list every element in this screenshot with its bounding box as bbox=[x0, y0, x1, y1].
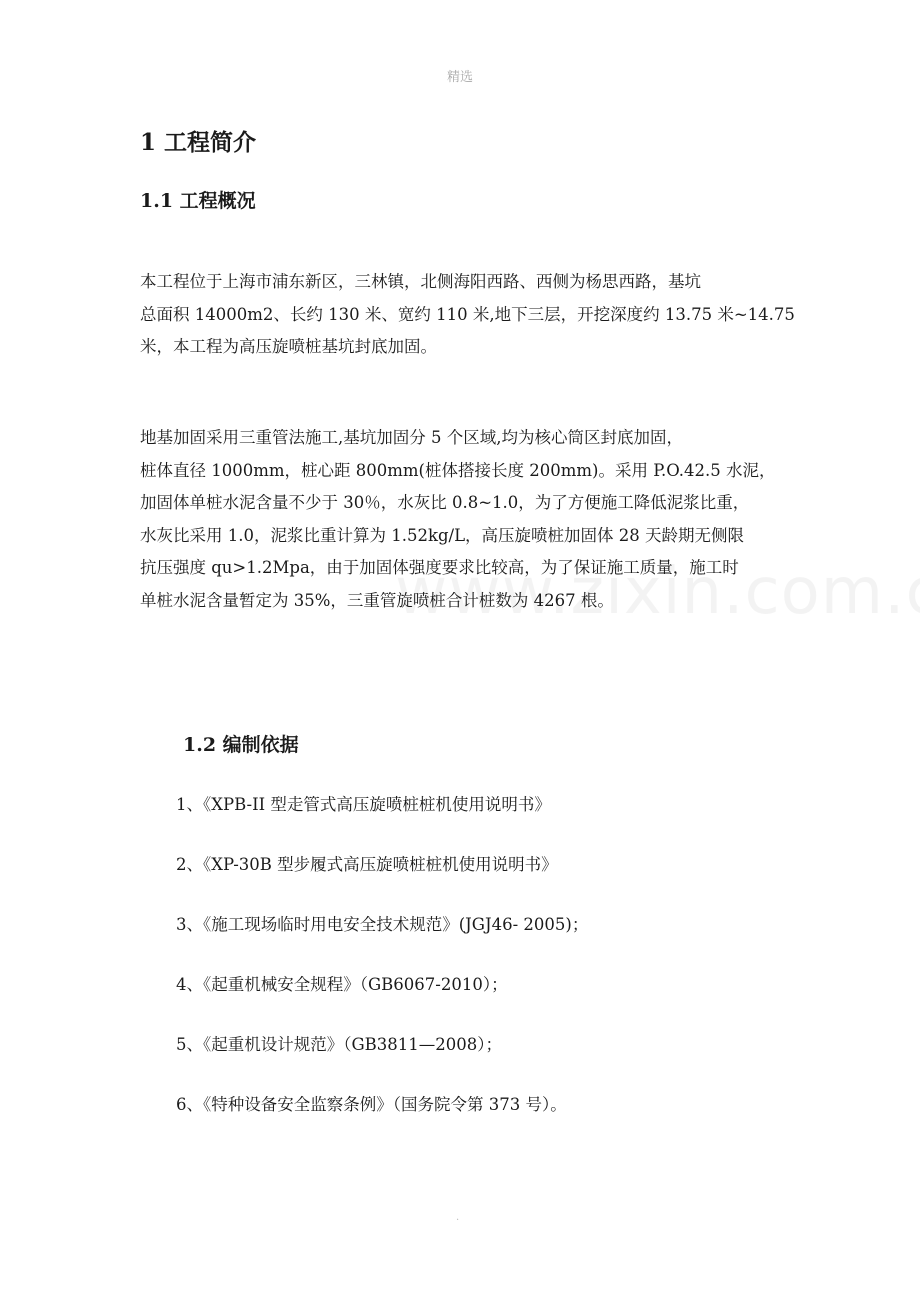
reference-item-2: 2、《XP-30B 型步履式高压旋喷桩桩机使用说明书》 bbox=[176, 855, 558, 874]
section-title-1: 1 工程简介 bbox=[140, 129, 257, 156]
overview-paragraph-2 bbox=[140, 422, 790, 617]
section-title-1-1: 1.1 工程概况 bbox=[140, 190, 256, 212]
paragraph-line: 单桩水泥含量暂定为 35%，三重管旋喷桩合计桩数为 4267 根。 bbox=[140, 590, 614, 610]
paragraph-line: 本工程位于上海市浦东新区，三林镇，北侧海阳西路、西侧为杨思西路，基坑 bbox=[140, 272, 701, 291]
reference-item-4: 4、《起重机械安全规程》（GB6067-2010）； bbox=[176, 975, 508, 994]
paragraph-line: 总面积 14000m2、长约 130 米、宽约 110 米,地下三层，开挖深度约 13.75 米~14.75 bbox=[140, 304, 795, 324]
header-mark: 精选 bbox=[446, 70, 473, 85]
reference-item-3: 3、《施工现场临时用电安全技术规范》(JGJ46- 2005)； bbox=[176, 915, 589, 934]
paragraph-line: 桩体直径 1000mm，桩心距 800mm(桩体搭接长度 200mm)。采用 P.O.42.5 水泥， bbox=[140, 460, 776, 480]
section-title-1-2: 1.2 编制依据 bbox=[183, 734, 299, 756]
paragraph-line: 加固体单桩水泥含量不少于 30％，水灰比 0.8~1.0，为了方便施工降低泥浆比重， bbox=[140, 493, 750, 512]
paragraph-line: 抗压强度 qu>1.2Mpa，由于加固体强度要求比较高，为了保证施工质量，施工时 bbox=[140, 558, 739, 577]
paragraph-line: 米，本工程为高压旋喷桩基坑封底加固。 bbox=[140, 337, 437, 356]
footer-mark: . bbox=[456, 1212, 460, 1223]
reference-item-1: 1、《XPB-II 型走管式高压旋喷桩桩机使用说明书》 bbox=[176, 795, 551, 814]
paragraph-line: 水灰比采用 1.0，泥浆比重计算为 1.52kg/L，高压旋喷桩加固体 28 天龄期无侧限 bbox=[140, 525, 745, 545]
reference-item-5: 5、《起重机设计规范》（GB3811—2008）； bbox=[176, 1035, 503, 1054]
paragraph-line: 地基加固采用三重管法施工,基坑加固分 5 个区域,均为核心筒区封底加固， bbox=[140, 428, 683, 447]
overview-paragraph-1 bbox=[140, 266, 795, 364]
reference-item-6: 6、《特种设备安全监察条例》（国务院令第 373 号）。 bbox=[176, 1095, 567, 1114]
